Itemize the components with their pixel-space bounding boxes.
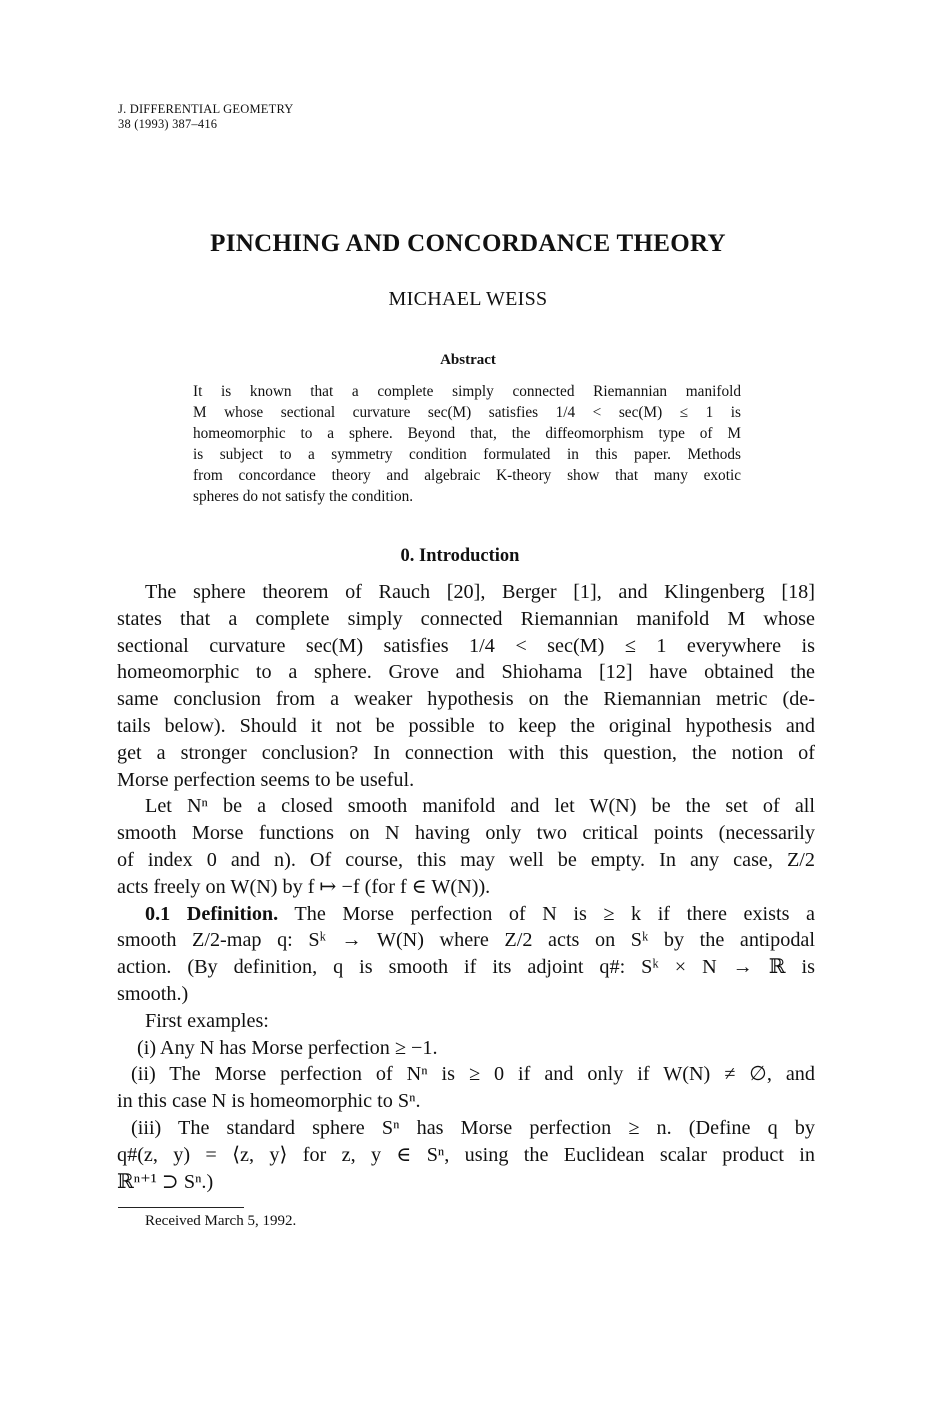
journal-header <box>118 102 294 132</box>
body-line: homeomorphic to a sphere. Grove and Shiohama [12] have obtained the <box>117 661 815 684</box>
received-date-footnote: Received March 5, 1992. <box>145 1213 297 1229</box>
abstract-line: M whose sectional curvature sec(M) satisfies 1/4 < sec(M) ≤ 1 is <box>193 404 741 421</box>
body-line: sectional curvature sec(M) satisfies 1/4 < sec(M) ≤ 1 everywhere is <box>117 634 815 657</box>
body-line: smooth Morse functions on N having only two critical points (necessarily <box>117 822 815 845</box>
example-line: (i) Any N has Morse perfection ≥ −1. <box>137 1036 438 1059</box>
footnote-divider <box>118 1207 244 1208</box>
body-line: The sphere theorem of Rauch [20], Berger [1], and Klingenberg [18] <box>145 581 815 603</box>
body-line: same conclusion from a weaker hypothesis on the Riemannian metric (de- <box>117 688 815 711</box>
abstract-line: from concordance theory and algebraic K-theory show that many exotic <box>193 467 741 484</box>
body-line: get a stronger conclusion? In connection with this question, the notion of <box>117 741 815 764</box>
body-line: ℝⁿ⁺¹ ⊃ Sⁿ.) <box>117 1170 214 1193</box>
journal-name: J. DIFFERENTIAL GEOMETRY <box>118 102 294 116</box>
body-line: states that a complete simply connected Riemannian manifold M whose <box>117 607 815 630</box>
abstract-body <box>193 381 741 507</box>
paper-author: MICHAEL WEISS <box>388 288 548 310</box>
abstract-line: homeomorphic to a sphere. Beyond that, the diffeomorphism type of M <box>193 425 741 442</box>
abstract-line: spheres do not satisfy the condition. <box>193 488 414 505</box>
section-heading: 0. Introduction <box>400 546 520 566</box>
definition-label: 0.1 Definition. <box>145 902 279 925</box>
body-line: of index 0 and n). Of course, this may well be empty. In any case, Z/2 <box>117 848 815 871</box>
abstract-heading: Abstract <box>440 352 496 368</box>
body-line: in this case N is homeomorphic to Sⁿ. <box>117 1090 421 1113</box>
body-line: action. (By definition, q is smooth if its adjoint q#: Sᵏ × N → ℝ is <box>117 956 815 979</box>
body-line: tails below). Should it not be possible to keep the original hypothesis and <box>117 714 815 737</box>
example-line: (iii) The standard sphere Sⁿ has Morse perfection ≥ n. (Define q by <box>131 1116 815 1139</box>
definition-line <box>117 901 815 928</box>
example-line: (ii) The Morse perfection of Nⁿ is ≥ 0 if and only if W(N) ≠ ∅, and <box>131 1063 815 1086</box>
paper-title: PINCHING AND CONCORDANCE THEORY <box>210 230 726 257</box>
definition-text: The Morse perfection of N is ≥ k if there exists a <box>294 902 816 925</box>
body-line: smooth Z/2-map q: Sᵏ → W(N) where Z/2 acts on Sᵏ by the antipodal <box>117 929 815 952</box>
body-line: Morse perfection seems to be useful. <box>117 768 415 791</box>
abstract-line: is subject to a symmetry condition formulated in this paper. Methods <box>193 446 741 463</box>
body-line: smooth.) <box>117 982 189 1005</box>
abstract-line: It is known that a complete simply connected Riemannian manifold <box>193 383 741 400</box>
body-line: q#(z, y) = ⟨z, y⟩ for z, y ∈ Sⁿ, using the Euclidean scalar product in <box>117 1143 815 1166</box>
body-line: Let Nⁿ be a closed smooth manifold and let W(N) be the set of all <box>145 795 815 818</box>
body-line: acts freely on W(N) by f ↦ −f (for f ∈ W(N)). <box>117 875 491 898</box>
journal-volume-pages: 38 (1993) 387–416 <box>118 117 218 131</box>
introduction-body <box>117 579 815 1195</box>
body-line: First examples: <box>145 1009 269 1032</box>
